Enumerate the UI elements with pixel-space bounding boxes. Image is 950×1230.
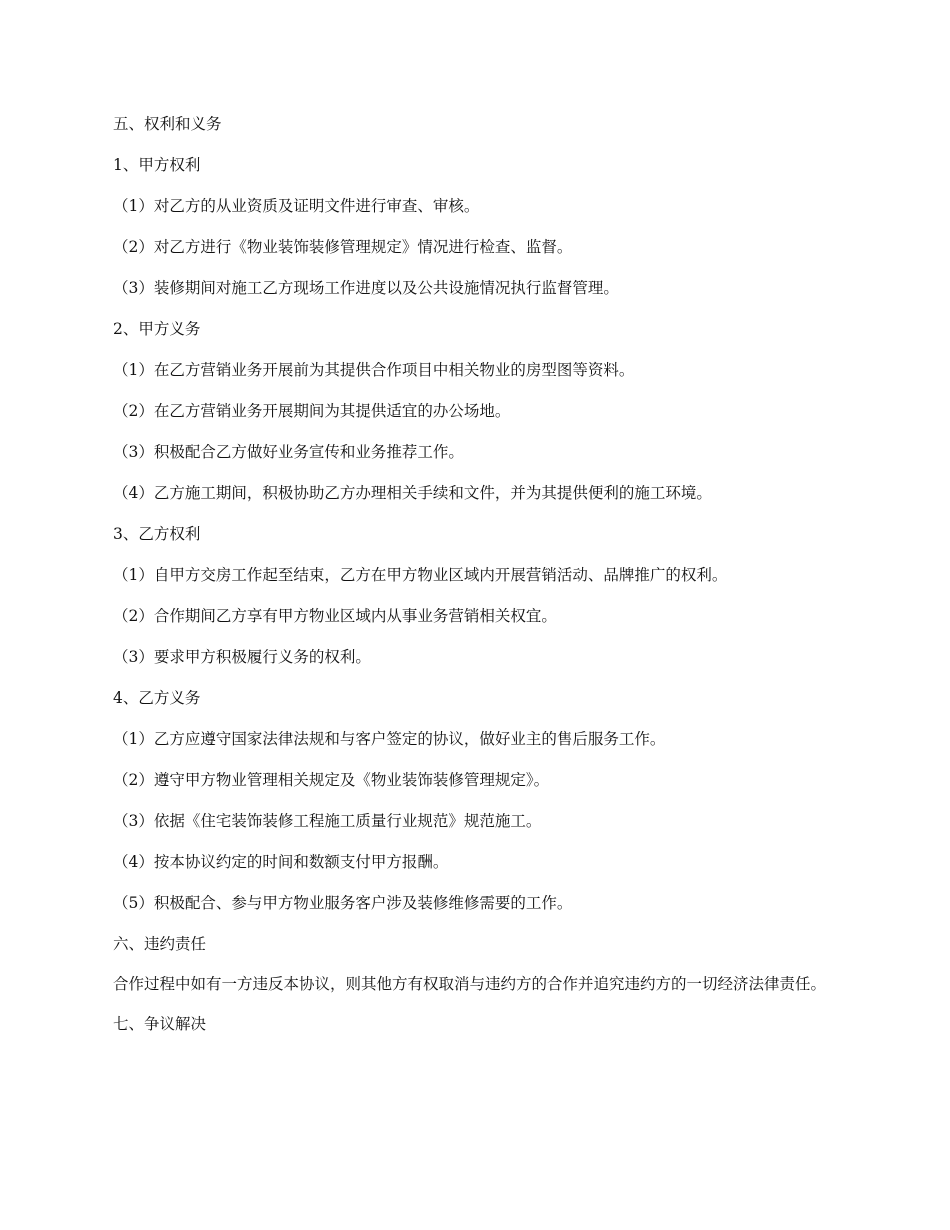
section-7-title: 七、争议解决 (113, 1015, 207, 1033)
party-a-obligations-item: （2）在乙方营销业务开展期间为其提供适宜的办公场地。 (113, 402, 511, 420)
party-a-obligations-heading: 2、甲方义务 (113, 320, 201, 338)
section-6-title: 六、违约责任 (113, 935, 207, 953)
party-a-obligations-item: （1）在乙方营销业务开展前为其提供合作项目中相关物业的房型图等资料。 (113, 361, 635, 379)
document-body (113, 112, 843, 1053)
breach-liability-paragraph: 合作过程中如有一方违反本协议，则其他方有权取消与违约方的合作并追究违约方的一切经济法律责任。 (113, 975, 827, 993)
party-a-rights-item: （2）对乙方进行《物业装饰装修管理规定》情况进行检查、监督。 (113, 238, 573, 256)
section-5-title: 五、权利和义务 (113, 115, 222, 133)
party-a-obligations-item: （4）乙方施工期间，积极协助乙方办理相关手续和文件，并为其提供便利的施工环境。 (113, 484, 712, 502)
party-b-rights-item: （3）要求甲方积极履行义务的权利。 (113, 648, 371, 666)
party-a-rights-item: （3）装修期间对施工乙方现场工作进度以及公共设施情况执行监督管理。 (113, 279, 619, 297)
party-a-rights-heading: 1、甲方权利 (113, 156, 201, 174)
party-a-rights-item: （1）对乙方的从业资质及证明文件进行审查、审核。 (113, 197, 480, 215)
party-b-obligations-item: （2）遵守甲方物业管理相关规定及《物业装饰装修管理规定》。 (113, 771, 550, 789)
party-b-obligations-item: （3）依据《住宅装饰装修工程施工质量行业规范》规范施工。 (113, 812, 542, 830)
party-b-obligations-item: （4）按本协议约定的时间和数额支付甲方报酬。 (113, 853, 449, 871)
party-b-rights-item: （1）自甲方交房工作起至结束，乙方在甲方物业区域内开展营销活动、品牌推广的权利。 (113, 566, 728, 584)
party-b-rights-item: （2）合作期间乙方享有甲方物业区域内从事业务营销相关权宜。 (113, 607, 557, 625)
party-b-obligations-heading: 4、乙方义务 (113, 689, 201, 707)
party-b-rights-heading: 3、乙方权利 (113, 525, 201, 543)
party-b-obligations-item: （1）乙方应遵守国家法律法规和与客户签定的协议，做好业主的售后服务工作。 (113, 730, 666, 748)
party-a-obligations-item: （3）积极配合乙方做好业务宣传和业务推荐工作。 (113, 443, 464, 461)
party-b-obligations-item: （5）积极配合、参与甲方物业服务客户涉及装修维修需要的工作。 (113, 894, 573, 912)
